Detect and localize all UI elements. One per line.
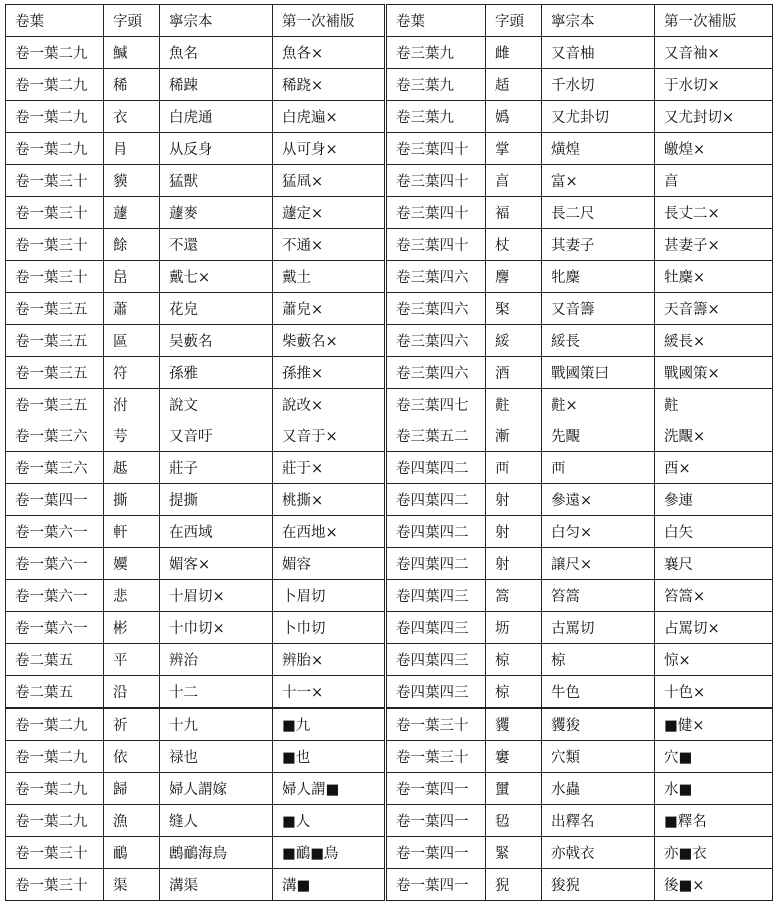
cell-ningzongben: 白匀× (542, 516, 655, 548)
cell-diyici-buban: 長丈二× (655, 197, 773, 229)
cell-ningzongben: 稀踈 (160, 69, 273, 101)
table-row (6, 165, 773, 197)
cell-diyici-buban: 又尤封切× (655, 101, 773, 133)
cell-juanye: 卷一葉三五 (6, 357, 104, 389)
cell-diyici-buban: 笞篙× (655, 580, 773, 612)
cell-zitou: 衣 (104, 101, 160, 133)
cell-juanye: 卷三葉四十 (386, 229, 486, 261)
cell-ningzongben: 莊子 (160, 452, 273, 484)
cell-juanye: 卷三葉九 (386, 69, 486, 101)
cell-diyici-buban: 甚妻子× (655, 229, 773, 261)
table-row (6, 229, 773, 261)
cell-diyici-buban: 桃撕× (273, 484, 386, 516)
cell-diyici-buban: ■九 (273, 708, 386, 741)
cell-ningzongben: 十二 (160, 676, 273, 709)
cell-zitou: 雌 (486, 37, 542, 69)
cell-diyici-buban: ■鴯■鳥 (273, 837, 386, 869)
cell-juanye: 卷一葉三十 (6, 197, 104, 229)
cell-ningzongben: 其妻子 (542, 229, 655, 261)
cell-diyici-buban: 魚各× (273, 37, 386, 69)
table-row (6, 197, 773, 229)
cell-ningzongben: 熿煌 (542, 133, 655, 165)
cell-juanye: 卷三葉五二 (386, 420, 486, 452)
cell-ningzongben: 穴類 (542, 741, 655, 773)
header-ningzongben: 寧宗本 (160, 5, 273, 37)
cell-ningzongben: 牛色 (542, 676, 655, 709)
cell-ningzongben: 又音籌 (542, 293, 655, 325)
cell-juanye: 卷二葉五 (6, 676, 104, 709)
cell-ningzongben: 又音柚 (542, 37, 655, 69)
cell-juanye: 卷四葉四二 (386, 548, 486, 580)
cell-juanye: 卷一葉六一 (6, 548, 104, 580)
cell-zitou: 篙 (486, 580, 542, 612)
cell-juanye: 卷三葉四七 (386, 389, 486, 421)
cell-diyici-buban: 黈 (655, 389, 773, 421)
cell-ningzongben: 綏長 (542, 325, 655, 357)
cell-ningzongben: 十眉切× (160, 580, 273, 612)
header-zitou: 字頭 (104, 5, 160, 37)
cell-zitou: 棸 (486, 293, 542, 325)
table-row (6, 325, 773, 357)
cell-zitou: 綏 (486, 325, 542, 357)
cell-diyici-buban: 天音籌× (655, 293, 773, 325)
cell-zitou: 餘 (104, 229, 160, 261)
cell-diyici-buban: 洗覸× (655, 420, 773, 452)
cell-diyici-buban: 戰國策× (655, 357, 773, 389)
cell-ningzongben: 溝渠 (160, 869, 273, 901)
cell-zitou: 趏 (486, 69, 542, 101)
cell-diyici-buban: 戴土 (273, 261, 386, 293)
cell-diyici-buban: 白虎遍× (273, 101, 386, 133)
table-row (6, 133, 773, 165)
table-row (6, 261, 773, 293)
cell-zitou: 麐 (486, 261, 542, 293)
cell-juanye: 卷四葉四三 (386, 612, 486, 644)
cell-juanye: 卷一葉二九 (6, 805, 104, 837)
cell-juanye: 卷一葉三五 (6, 325, 104, 357)
cell-diyici-buban: 緩長× (655, 325, 773, 357)
cell-diyici-buban: 說改× (273, 389, 386, 421)
cell-zitou: 渠 (104, 869, 160, 901)
cell-zitou: 泭 (104, 389, 160, 421)
cell-juanye: 卷一葉二九 (6, 741, 104, 773)
cell-juanye: 卷三葉四十 (386, 165, 486, 197)
cell-ningzongben: 提撕 (160, 484, 273, 516)
cell-diyici-buban: ■健× (655, 708, 773, 741)
cell-diyici-buban: ■也 (273, 741, 386, 773)
cell-zitou: 杖 (486, 229, 542, 261)
cell-diyici-buban: 柴藪名× (273, 325, 386, 357)
cell-zitou: 嬽 (104, 548, 160, 580)
cell-zitou: 軒 (104, 516, 160, 548)
cell-juanye: 卷四葉四三 (386, 644, 486, 676)
cell-ningzongben: 魚名 (160, 37, 273, 69)
cell-zitou: 彬 (104, 612, 160, 644)
header-row (6, 5, 773, 37)
cell-ningzongben: 參遠× (542, 484, 655, 516)
header-juanye: 卷葉 (6, 5, 104, 37)
cell-zitou: 撕 (104, 484, 160, 516)
cell-ningzongben: 長二尺 (542, 197, 655, 229)
cell-juanye: 卷三葉四十 (386, 133, 486, 165)
cell-juanye: 卷三葉四六 (386, 357, 486, 389)
cell-diyici-buban: 水■ (655, 773, 773, 805)
cell-zitou: 貘 (104, 165, 160, 197)
table-row (6, 357, 773, 389)
cell-juanye: 卷三葉九 (386, 37, 486, 69)
cell-ningzongben: 孫雅 (160, 357, 273, 389)
cell-diyici-buban: 占罵切× (655, 612, 773, 644)
cell-diyici-buban: 十色× (655, 676, 773, 709)
table-row (6, 484, 773, 516)
cell-diyici-buban: 稀跷× (273, 69, 386, 101)
header-ningzongben: 寧宗本 (542, 5, 655, 37)
cell-ningzongben: 千水切 (542, 69, 655, 101)
table-row (6, 708, 773, 741)
cell-zitou: 亯 (486, 165, 542, 197)
cell-ningzongben: 椋 (542, 644, 655, 676)
cell-juanye: 卷三葉四十 (386, 197, 486, 229)
cell-diyici-buban: 媚容 (273, 548, 386, 580)
cell-diyici-buban: 从可身× (273, 133, 386, 165)
cell-juanye: 卷一葉四一 (6, 484, 104, 516)
cell-zitou: 掌 (486, 133, 542, 165)
cell-diyici-buban: ■釋名 (655, 805, 773, 837)
cell-juanye: 卷一葉六一 (6, 580, 104, 612)
cell-zitou: 稀 (104, 69, 160, 101)
cell-ningzongben: 譲尺× (542, 548, 655, 580)
cell-diyici-buban: 亯 (655, 165, 773, 197)
cell-zitou: 峊 (104, 261, 160, 293)
cell-ningzongben: 吴藪名 (160, 325, 273, 357)
cell-zitou: 依 (104, 741, 160, 773)
cell-ningzongben: 蘧麥 (160, 197, 273, 229)
cell-zitou: 祈 (104, 708, 160, 741)
cell-ningzongben: 鶶鴯海鳥 (160, 837, 273, 869)
cell-ningzongben: 在西域 (160, 516, 273, 548)
cell-ningzongben: 又音吁 (160, 420, 273, 452)
table-row (6, 869, 773, 901)
header-diyici-buban: 第一次補版 (273, 5, 386, 37)
table-row (6, 580, 773, 612)
table-row (6, 676, 773, 709)
cell-zitou: 漁 (104, 805, 160, 837)
cell-juanye: 卷三葉四六 (386, 325, 486, 357)
cell-juanye: 卷四葉四二 (386, 452, 486, 484)
cell-juanye: 卷一葉三六 (6, 420, 104, 452)
cell-zitou: 鴯 (104, 837, 160, 869)
table-row (6, 69, 773, 101)
cell-zitou: 猊 (486, 869, 542, 901)
cell-diyici-buban: 婦人謂■ (273, 773, 386, 805)
cell-ningzongben: 婦人謂嫁 (160, 773, 273, 805)
cell-juanye: 卷一葉四一 (386, 837, 486, 869)
cell-ningzongben: 水蟲 (542, 773, 655, 805)
cell-ningzongben: 不還 (160, 229, 273, 261)
cell-ningzongben: 古罵切 (542, 612, 655, 644)
cell-zitou: 鰔 (104, 37, 160, 69)
cell-juanye: 卷二葉五 (6, 644, 104, 676)
cell-zitou: 襾 (486, 452, 542, 484)
cell-ningzongben: 猛獸 (160, 165, 273, 197)
table-row (6, 837, 773, 869)
cell-ningzongben: 禄也 (160, 741, 273, 773)
cell-diyici-buban: 蘧定× (273, 197, 386, 229)
table-row (6, 644, 773, 676)
cell-diyici-buban: ■人 (273, 805, 386, 837)
cell-diyici-buban: 亦■衣 (655, 837, 773, 869)
cell-diyici-buban: 參連 (655, 484, 773, 516)
cell-ningzongben: 黈× (542, 389, 655, 421)
collation-table (5, 4, 773, 901)
cell-juanye: 卷一葉三十 (6, 869, 104, 901)
cell-diyici-buban: 卜眉切 (273, 580, 386, 612)
table-row (6, 293, 773, 325)
cell-juanye: 卷一葉二九 (6, 69, 104, 101)
cell-juanye: 卷一葉三六 (6, 452, 104, 484)
cell-zitou: 蕭 (104, 293, 160, 325)
cell-diyici-buban: 酉× (655, 452, 773, 484)
cell-ningzongben: 先覸 (542, 420, 655, 452)
cell-zitou: 符 (104, 357, 160, 389)
table-row (6, 805, 773, 837)
cell-zitou: 黈 (486, 389, 542, 421)
table-body (6, 37, 773, 901)
cell-diyici-buban: 後■× (655, 869, 773, 901)
table-row (6, 741, 773, 773)
cell-juanye: 卷一葉六一 (6, 612, 104, 644)
table-row (6, 612, 773, 644)
cell-ningzongben: 襾 (542, 452, 655, 484)
cell-juanye: 卷三葉四六 (386, 293, 486, 325)
table-row (6, 548, 773, 580)
cell-juanye: 卷三葉九 (386, 101, 486, 133)
cell-juanye: 卷一葉三五 (6, 389, 104, 421)
table-row (6, 773, 773, 805)
cell-zitou: 緊 (486, 837, 542, 869)
cell-ningzongben: 又尤卦切 (542, 101, 655, 133)
cell-diyici-buban: 襄尺 (655, 548, 773, 580)
cell-diyici-buban: 又音于× (273, 420, 386, 452)
cell-juanye: 卷四葉四三 (386, 676, 486, 709)
cell-ningzongben: 媚客× (160, 548, 273, 580)
table-row (6, 101, 773, 133)
cell-ningzongben: 戴七× (160, 261, 273, 293)
cell-ningzongben: 狻猊 (542, 869, 655, 901)
cell-juanye: 卷一葉四一 (386, 773, 486, 805)
cell-juanye: 卷一葉六一 (6, 516, 104, 548)
cell-diyici-buban: 穴■ (655, 741, 773, 773)
cell-ningzongben: 辨治 (160, 644, 273, 676)
cell-juanye: 卷一葉二九 (6, 133, 104, 165)
cell-juanye: 卷一葉二九 (6, 101, 104, 133)
cell-diyici-buban: 卜巾切 (273, 612, 386, 644)
cell-zitou: 平 (104, 644, 160, 676)
cell-zitou: 窶 (486, 741, 542, 773)
cell-zitou: 射 (486, 516, 542, 548)
cell-diyici-buban: 于水切× (655, 69, 773, 101)
cell-zitou: 酒 (486, 357, 542, 389)
cell-juanye: 卷一葉三五 (6, 293, 104, 325)
cell-diyici-buban: 在西地× (273, 516, 386, 548)
cell-juanye: 卷四葉四二 (386, 516, 486, 548)
cell-zitou: 悲 (104, 580, 160, 612)
cell-zitou: 射 (486, 548, 542, 580)
cell-juanye: 卷一葉四一 (386, 805, 486, 837)
cell-juanye: 卷一葉二九 (6, 708, 104, 741)
table-row (6, 516, 773, 548)
cell-diyici-buban: 溝■ (273, 869, 386, 901)
cell-zitou: 貜 (486, 708, 542, 741)
cell-zitou: 區 (104, 325, 160, 357)
cell-ningzongben: 从反身 (160, 133, 273, 165)
cell-zitou: 蠒 (486, 773, 542, 805)
cell-juanye: 卷三葉四六 (386, 261, 486, 293)
table-row (6, 389, 773, 421)
cell-ningzongben: 白虎通 (160, 101, 273, 133)
cell-diyici-buban: 蕭皃× (273, 293, 386, 325)
cell-zitou: 歸 (104, 773, 160, 805)
cell-juanye: 卷一葉三十 (6, 165, 104, 197)
table-row (6, 420, 773, 452)
cell-zitou: 椋 (486, 644, 542, 676)
cell-juanye: 卷一葉三十 (6, 229, 104, 261)
cell-ningzongben: 說文 (160, 389, 273, 421)
cell-ningzongben: 富× (542, 165, 655, 197)
header-diyici-buban: 第一次補版 (655, 5, 773, 37)
cell-diyici-buban: 又音袖× (655, 37, 773, 69)
cell-ningzongben: 花皃 (160, 293, 273, 325)
cell-ningzongben: 亦戟衣 (542, 837, 655, 869)
cell-zitou: 椋 (486, 676, 542, 709)
header-juanye: 卷葉 (386, 5, 486, 37)
cell-diyici-buban: 莊于× (273, 452, 386, 484)
cell-diyici-buban: 惊× (655, 644, 773, 676)
cell-juanye: 卷一葉三十 (6, 261, 104, 293)
cell-juanye: 卷一葉二九 (6, 37, 104, 69)
cell-zitou: 漸 (486, 420, 542, 452)
cell-ningzongben: 戰國策曰 (542, 357, 655, 389)
cell-zitou: 趆 (104, 452, 160, 484)
cell-juanye: 卷一葉三十 (6, 837, 104, 869)
cell-juanye: 卷一葉三十 (386, 708, 486, 741)
cell-ningzongben: 出釋名 (542, 805, 655, 837)
header-zitou: 字頭 (486, 5, 542, 37)
cell-juanye: 卷一葉四一 (386, 869, 486, 901)
cell-zitou: 沿 (104, 676, 160, 709)
cell-ningzongben: 笞篙 (542, 580, 655, 612)
cell-zitou: 射 (486, 484, 542, 516)
cell-juanye: 卷一葉三十 (386, 741, 486, 773)
cell-juanye: 卷一葉二九 (6, 773, 104, 805)
cell-diyici-buban: 十一× (273, 676, 386, 709)
cell-zitou: 坜 (486, 612, 542, 644)
cell-ningzongben: 缝人 (160, 805, 273, 837)
cell-ningzongben: 牝麇 (542, 261, 655, 293)
cell-ningzongben: 十九 (160, 708, 273, 741)
cell-juanye: 卷四葉四三 (386, 580, 486, 612)
cell-zitou: 蘧 (104, 197, 160, 229)
table-row (6, 452, 773, 484)
cell-zitou: 芌 (104, 420, 160, 452)
cell-diyici-buban: 不通× (273, 229, 386, 261)
cell-diyici-buban: 皦煌× (655, 133, 773, 165)
cell-ningzongben: 十巾切× (160, 612, 273, 644)
cell-diyici-buban: 猛凮× (273, 165, 386, 197)
table-row (6, 37, 773, 69)
cell-diyici-buban: 牡麇× (655, 261, 773, 293)
cell-zitou: 嬀 (486, 101, 542, 133)
cell-zitou: 肙 (104, 133, 160, 165)
cell-zitou: 㲌 (486, 805, 542, 837)
cell-diyici-buban: 孫推× (273, 357, 386, 389)
cell-diyici-buban: 白矢 (655, 516, 773, 548)
cell-ningzongben: 貜狻 (542, 708, 655, 741)
cell-juanye: 卷四葉四二 (386, 484, 486, 516)
cell-zitou: 褔 (486, 197, 542, 229)
cell-diyici-buban: 辨胎× (273, 644, 386, 676)
